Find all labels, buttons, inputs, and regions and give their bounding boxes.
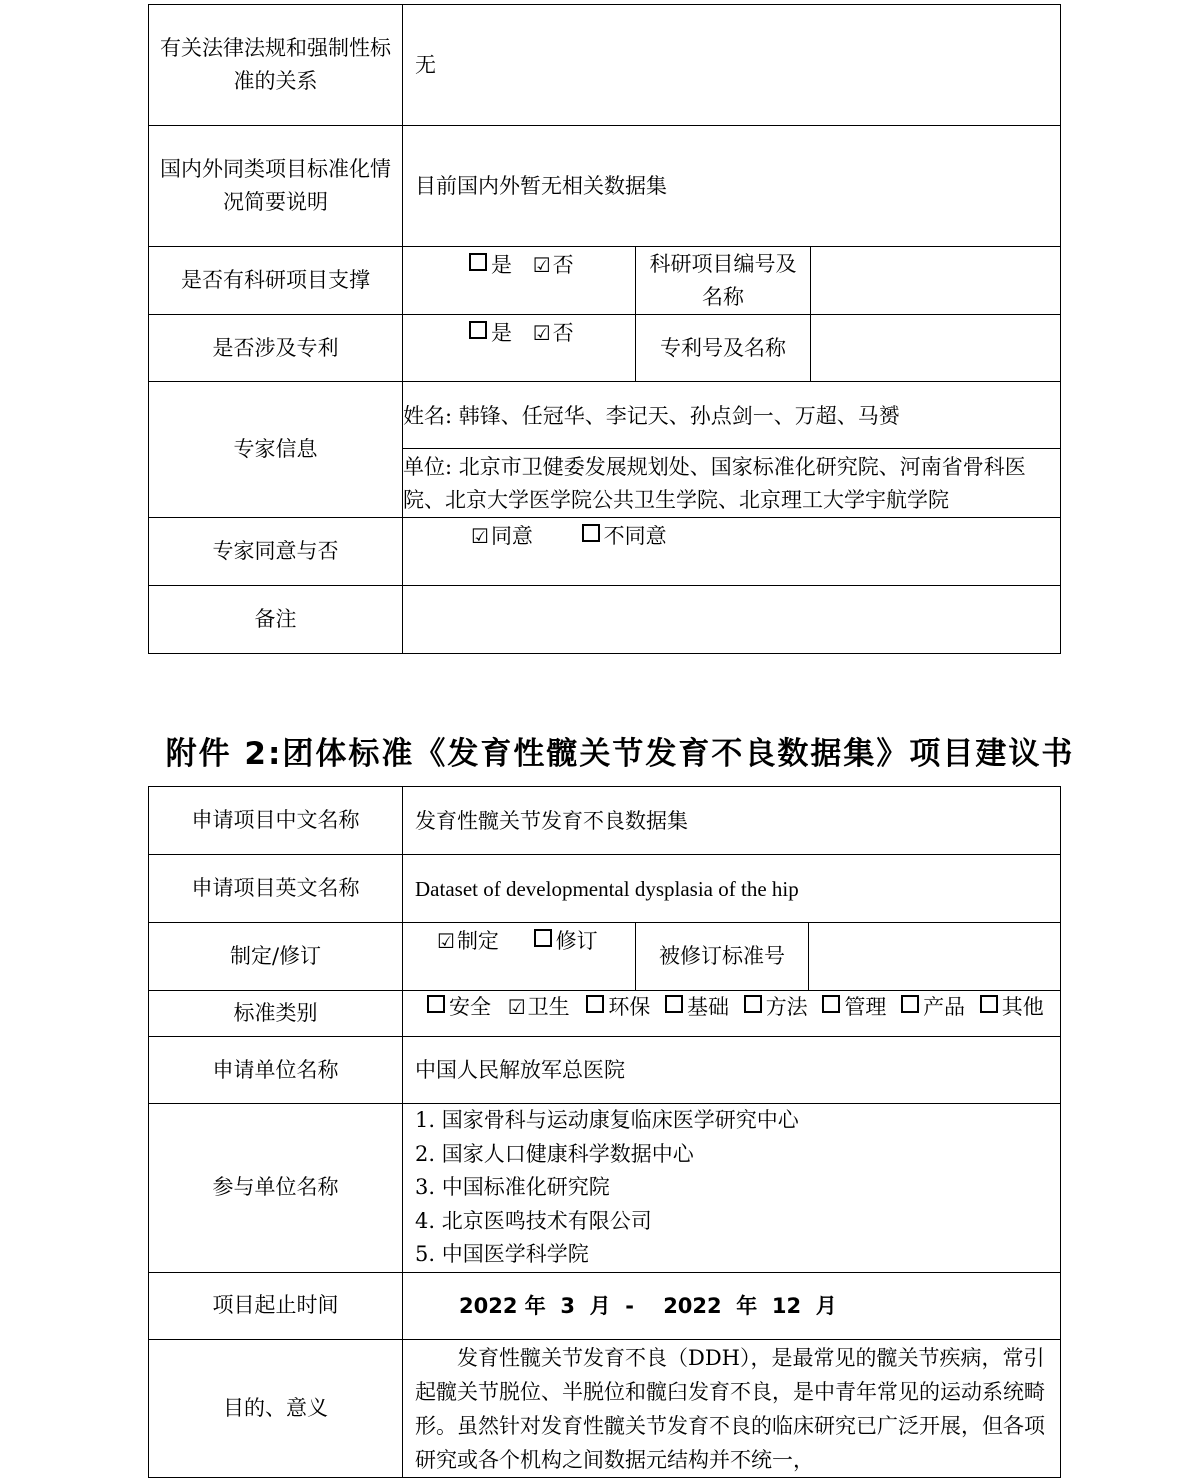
checkbox-unchecked-icon[interactable] [980, 995, 998, 1013]
research-no-label: 否 [552, 253, 574, 277]
participants-list [403, 1104, 1061, 1273]
expert-info [403, 382, 1061, 518]
domestic-value: 目前国内外暂无相关数据集 [403, 126, 1061, 247]
revise-options [403, 923, 636, 991]
research-label: 是否有科研项目支撑 [149, 247, 403, 315]
list-item: 2. 国家人口健康科学数据中心 [415, 1141, 694, 1166]
list-item: 4. 北京医鸣技术有限公司 [415, 1208, 652, 1233]
law-value: 无 [403, 5, 1061, 126]
checkbox-unchecked-icon[interactable] [822, 995, 840, 1013]
info-table-1 [148, 4, 1061, 654]
category-option[interactable]: 其他 [980, 995, 1044, 1019]
expert-label: 专家信息 [149, 382, 403, 518]
checkbox-checked-icon[interactable]: ☑ [471, 524, 489, 548]
expert-units: 单位: 北京市卫健委发展规划处、国家标准化研究院、河南省骨科医院、北京大学医学院公共卫生学院、北京理工大学宇航学院 [403, 448, 1060, 517]
patent-no-label: 否 [552, 321, 574, 345]
revise-edit-label: 修订 [555, 929, 598, 953]
patent-number-value [811, 315, 1061, 382]
list-item: 5. 中国医学科学院 [415, 1242, 589, 1266]
applicant-value: 中国人民解放军总医院 [403, 1037, 1061, 1104]
category-option[interactable]: ☑卫生 [507, 995, 570, 1019]
section-title: 附件 2:团体标准《发育性髋关节发育不良数据集》项目建议书 [165, 736, 1075, 772]
category-option[interactable]: 管理 [822, 995, 886, 1019]
category-label: 标准类别 [149, 991, 403, 1037]
checkbox-unchecked-icon[interactable] [665, 995, 683, 1013]
patent-options [403, 315, 636, 382]
checkbox-unchecked-icon[interactable] [744, 995, 762, 1013]
checkbox-checked-icon[interactable]: ☑ [437, 929, 455, 953]
category-options [403, 991, 1061, 1037]
list-item: 1. 国家骨科与运动康复临床医学研究中心 [415, 1108, 799, 1132]
patent-label: 是否涉及专利 [149, 315, 403, 382]
agree-label: 专家同意与否 [149, 518, 403, 586]
checkbox-unchecked-icon[interactable] [586, 995, 604, 1013]
patent-number-label: 专利号及名称 [636, 315, 811, 382]
purpose-label: 目的、意义 [149, 1339, 403, 1477]
checkbox-checked-icon[interactable]: ☑ [507, 995, 526, 1019]
checkbox-checked-icon[interactable]: ☑ [532, 253, 551, 277]
category-option[interactable]: 产品 [901, 995, 965, 1019]
list-item: 3. 中国标准化研究院 [415, 1175, 610, 1199]
period-label: 项目起止时间 [149, 1272, 403, 1339]
checkbox-unchecked-icon[interactable] [901, 995, 919, 1013]
agree-options [403, 518, 1061, 586]
category-option[interactable]: 环保 [586, 995, 650, 1019]
remark-value [403, 586, 1061, 654]
research-number-label: 科研项目编号及名称 [636, 247, 811, 315]
proposal-table [148, 786, 1061, 1478]
revise-make-label: 制定 [456, 929, 499, 953]
agree-no-label: 不同意 [603, 524, 667, 548]
revised-std-label: 被修订标准号 [636, 923, 809, 991]
remark-label: 备注 [149, 586, 403, 654]
research-yes-label: 是 [491, 253, 512, 277]
checkbox-unchecked-icon[interactable] [427, 995, 445, 1013]
category-option[interactable]: 方法 [744, 995, 808, 1019]
checkbox-unchecked-icon[interactable] [534, 929, 552, 947]
expert-names: 姓名: 韩锋、任冠华、李记天、孙点剑一、万超、马赟 [403, 404, 900, 428]
research-options [403, 247, 636, 315]
purpose-value: 发育性髋关节发育不良（DDH），是最常见的髋关节疾病，常引起髋关节脱位、半脱位和髋臼发育不良，是中青年常见的运动系统畸形。虽然针对发育性髋关节发育不良的临床研究已广泛开展，但各项研究或各个机构之间数据元结构并不统一， [403, 1339, 1061, 1477]
applicant-label: 申请单位名称 [149, 1037, 403, 1104]
cn-name-label: 申请项目中文名称 [149, 787, 403, 855]
agree-yes-label: 同意 [490, 524, 533, 548]
category-option[interactable]: 基础 [665, 995, 729, 1019]
domestic-label: 国内外同类项目标准化情况简要说明 [149, 126, 403, 247]
patent-yes-label: 是 [491, 321, 512, 345]
en-name-label: 申请项目英文名称 [149, 855, 403, 923]
participants-label: 参与单位名称 [149, 1104, 403, 1273]
period-value: 2022 年 3 月 - 2022 年 12 月 [403, 1272, 1061, 1339]
law-label: 有关法律法规和强制性标准的关系 [149, 5, 403, 126]
cn-name-value: 发育性髋关节发育不良数据集 [403, 787, 1061, 855]
revise-label: 制定/修订 [149, 923, 403, 991]
checkbox-unchecked-icon[interactable] [469, 253, 487, 271]
research-number-value [811, 247, 1061, 315]
checkbox-checked-icon[interactable]: ☑ [532, 321, 551, 345]
revised-std-value [809, 923, 1061, 991]
en-name-value: Dataset of developmental dysplasia of the hip [403, 855, 1061, 923]
checkbox-unchecked-icon[interactable] [469, 321, 487, 339]
category-option[interactable]: 安全 [427, 995, 491, 1019]
checkbox-unchecked-icon[interactable] [582, 524, 600, 542]
